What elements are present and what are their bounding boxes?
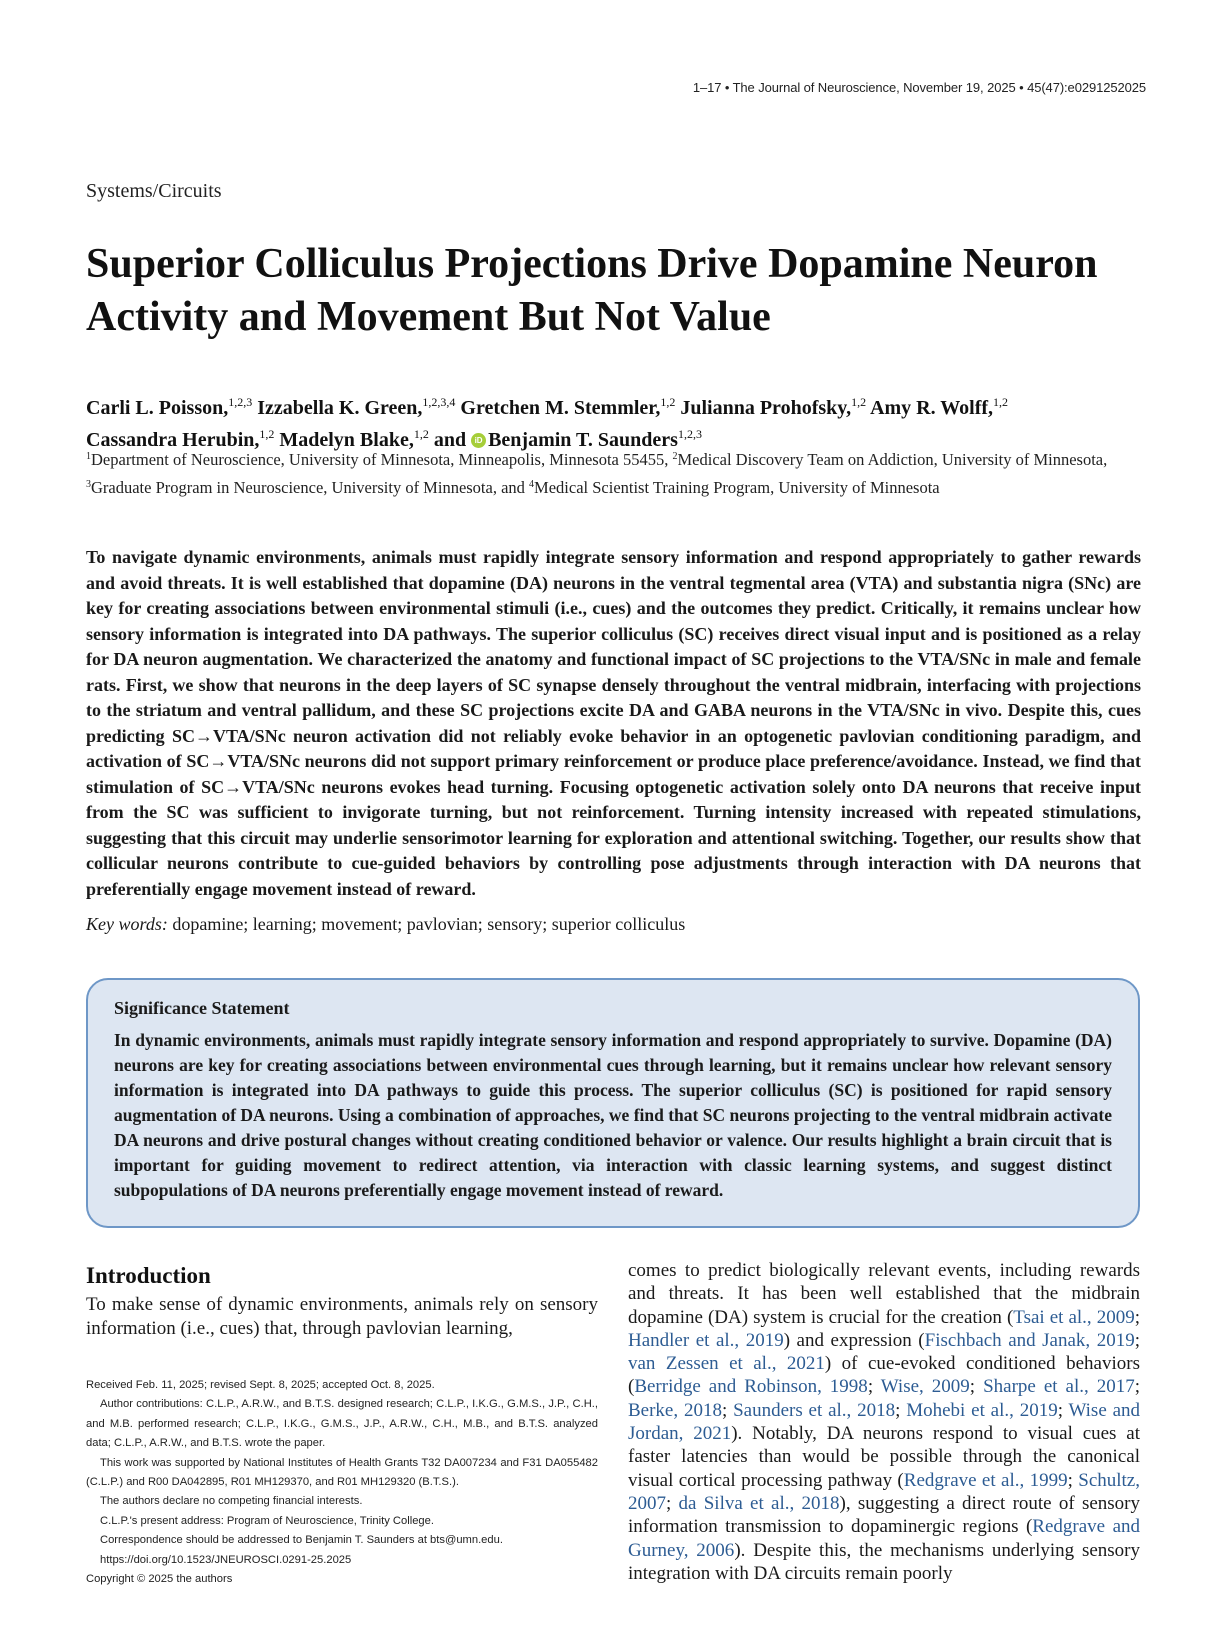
body-text: ;	[666, 1492, 679, 1514]
body-text: ;	[969, 1376, 984, 1398]
citation-link[interactable]: Sharpe et al., 2017	[983, 1376, 1135, 1398]
affiliation: Department of Neuroscience, University of Minnesota, Minneapolis, Minnesota 55455,	[91, 450, 673, 469]
abstract: To navigate dynamic environments, animals must rapidly integrate sensory information and respond appropriately to gather rewards and avoid threats. It is well established that dopamine (DA) neurons in the ventral tegmental area (VTA) and substantia nigra (SNc) are key for creating associations between environmental stimuli (i.e., cues) and the outcomes they predict. Critically, it remains unclear how sensory information is integrated into DA pathways. The superior colliculus (SC) receives direct visual input and is positioned as a relay for DA neuron augmentation. We characterized the anatomy and functional impact of SC projections to the VTA/SNc in male and female rats. First, we show that neurons in the deep layers of SC synapse densely throughout the ventral midbrain, interfacing with projections to the striatum and ventral pallidum, and these SC projections excite DA and GABA neurons in the VTA/SNc in vivo. Despite this, cues predicting SC→VTA/SNc neuron activation did not reliably evoke behavior in an optogenetic pavlovian conditioning paradigm, and activation of SC→VTA/SNc neurons did not support primary reinforcement or produce place preference/avoidance. Instead, we find that stimulation of SC→VTA/SNc neurons evokes head turning. Focusing optogenetic activation solely onto DA neurons that receive input from the SC was sufficient to invigorate turning, but not reinforcement. Turning intensity increased with repeated stimulations, suggesting that this circuit may underlie sensorimotor learning for exploration and attentional switching. Together, our results show that collicular neurons contribute to cue-guided behaviors by controlling pose adjustments through interaction with DA neurons that preferentially engage movement instead of reward.	[86, 547, 1141, 899]
keywords-label: Key words:	[86, 914, 168, 934]
affiliation-number: 4	[529, 479, 535, 490]
affiliation-number: 2	[672, 451, 678, 462]
author-name[interactable]: Carli L. Poisson,	[86, 397, 229, 419]
author-affiliation-marker: 1,2	[851, 395, 867, 409]
body-text: ;	[895, 1399, 907, 1421]
author-name[interactable]: Julianna Prohofsky,	[680, 397, 852, 419]
author-name[interactable]: Madelyn Blake,	[279, 429, 414, 451]
body-text: ;	[1067, 1469, 1079, 1491]
author-name[interactable]: Gretchen M. Stemmler,	[460, 397, 661, 419]
body-text: comes to predict biologically relevant events, including rewards and threats. It has been well established that the midbrain dopamine (DA) system is crucial for the creation (	[628, 1260, 1140, 1328]
author-name[interactable]: Cassandra Herubin,	[86, 429, 260, 451]
body-text: ), suggesting a direct route of sensory information transmission to dopaminergic regions (	[628, 1492, 1140, 1538]
affiliations	[86, 444, 1146, 500]
footnote: Copyright © 2025 the authors	[86, 1573, 233, 1586]
footnote: Author contributions: C.L.P., A.R.W., and B.T.S. designed research; C.L.P., I.K.G., G.M.S., J.P., C.H., and M.B. performed research; C.L.P., I.K.G., G.M.S., J.P., A.R.W., C.H., M.B., and B.T.S. analyzed data; C.L.P., A.R.W., and B.T.S. wrote the paper.	[86, 1398, 598, 1450]
significance-statement-title: Significance Statement	[114, 998, 290, 1018]
citation-link[interactable]: van Zessen et al., 2021	[628, 1353, 825, 1375]
body-text: ;	[1134, 1376, 1141, 1398]
author-affiliation-marker: 1,2,3,4	[422, 395, 456, 409]
author-affiliation-marker: 1,2	[259, 427, 275, 441]
citation-link[interactable]: Wise, 2009	[880, 1376, 970, 1398]
citation-link[interactable]: Redgrave et al., 1999	[903, 1469, 1068, 1491]
citation-link[interactable]: Handler et al., 2019	[628, 1329, 784, 1351]
article-title: Superior Colliculus Projections Drive Dopamine Neuron Activity and Movement But Not Value	[86, 241, 1098, 340]
citation-link[interactable]: da Silva et al., 2018	[678, 1492, 840, 1514]
body-text: ). Notably, DA neurons respond to visual cues at faster latencies than would be possible through the canonical visual cortical processing pathway (	[628, 1423, 1140, 1491]
citation-link[interactable]: Redgrave and Gurney, 2006	[628, 1516, 1141, 1561]
author-name[interactable]: Amy R. Wolff,	[870, 397, 994, 419]
body-text: ) and expression (	[783, 1329, 925, 1351]
citation-link[interactable]: Schultz, 2007	[628, 1469, 1140, 1514]
introduction-heading: Introduction	[86, 1263, 211, 1288]
author-affiliation-marker: 1,2,3	[677, 427, 702, 441]
author-name[interactable]: Izzabella K. Green,	[257, 397, 423, 419]
running-head: 1–17 • The Journal of Neuroscience, November 19, 2025 • 45(47):e0291252025	[692, 80, 1146, 95]
citation-link[interactable]: Berke, 2018	[628, 1399, 722, 1421]
body-text: ;	[1134, 1329, 1140, 1351]
footnote: This work was supported by National Institutes of Health Grants T32 DA007234 and F31 DA055482 (C.L.P.) and R00 DA042895, R01 MH129370, and R01 MH129320 (B.T.S.).	[86, 1456, 598, 1489]
significance-statement-text: In dynamic environments, animals must rapidly integrate sensory information and respond appropriately to survive. Dopamine (DA) neurons are key for creating associations between environmental cues through learning, but it remains unclear how relevant sensory information is integrated into DA pathways to guide this process. The superior colliculus (SC) is positioned for rapid sensory augmentation of DA neurons. Using a combination of approaches, we find that SC neurons projecting to the ventral midbrain activate DA neurons and drive postural changes without creating conditioned behavior or valence. Our results highlight a brain circuit that is important for guiding movement to redirect attention, via interaction with classic learning systems, and suggest distinct subpopulations of DA neurons preferentially engage movement instead of reward.	[114, 1030, 1112, 1200]
citation-link[interactable]: Wise and Jordan, 2021	[628, 1399, 1141, 1445]
keywords	[86, 912, 1141, 937]
footnote: Received Feb. 11, 2025; revised Sept. 8, 2025; accepted Oct. 8, 2025.	[86, 1379, 435, 1391]
article-footnotes	[86, 1376, 598, 1589]
body-text: ;	[1134, 1306, 1140, 1328]
citation-link[interactable]: Fischbach and Janak, 2019	[924, 1329, 1135, 1351]
footnote: Correspondence should be addressed to Benjamin T. Saunders at bts@umn.edu.	[100, 1534, 503, 1547]
introduction-left-column	[86, 1262, 598, 1340]
citation-link[interactable]: Tsai et al., 2009	[1013, 1306, 1135, 1328]
footnote: https://doi.org/10.1523/JNEUROSCI.0291-25.2025	[100, 1553, 352, 1566]
introduction-right-column	[628, 1259, 1140, 1585]
author-conjunction: and	[433, 429, 467, 451]
body-text: ) of cue-evoked conditioned behaviors (	[628, 1353, 1140, 1398]
orcid-icon[interactable]: iD	[471, 433, 486, 448]
author-affiliation-marker: 1,2	[413, 427, 429, 441]
significance-statement-box	[86, 978, 1140, 1228]
author-name[interactable]: Benjamin T. Saunders	[488, 429, 678, 451]
affiliation: Graduate Program in Neuroscience, University of Minnesota, and	[91, 478, 530, 497]
body-text: ;	[867, 1376, 881, 1398]
author-affiliation-marker: 1,2	[993, 395, 1009, 409]
citation-link[interactable]: Mohebi et al., 2019	[906, 1399, 1058, 1421]
author-affiliation-marker: 1,2,3	[228, 395, 253, 409]
citation-link[interactable]: Berridge and Robinson, 1998	[634, 1376, 868, 1398]
body-text: ;	[1057, 1399, 1069, 1421]
citation-link[interactable]: Saunders et al., 2018	[733, 1399, 896, 1421]
footnote: C.L.P.'s present address: Program of Neuroscience, Trinity College.	[100, 1514, 434, 1527]
body-text: ;	[721, 1399, 734, 1421]
affiliation-number: 1	[86, 451, 91, 462]
section-label: Systems/Circuits	[86, 180, 222, 202]
affiliation: Medical Scientist Training Program, University of Minnesota	[534, 478, 940, 497]
footnote: The authors declare no competing financial interests.	[100, 1495, 363, 1508]
body-text: ). Despite this, the mechanisms underlying sensory integration with DA circuits remain poorly	[628, 1539, 1140, 1584]
author-affiliation-marker: 1,2	[660, 395, 676, 409]
affiliation-number: 3	[86, 479, 91, 490]
keywords-text: dopamine; learning; movement; pavlovian; sensory; superior colliculus	[172, 914, 686, 934]
introduction-text: To make sense of dynamic environments, animals rely on sensory information (i.e., cues) that, through pavlovian learning,	[86, 1294, 598, 1339]
affiliation: Medical Discovery Team on Addiction, University of Minnesota,	[677, 450, 1108, 469]
